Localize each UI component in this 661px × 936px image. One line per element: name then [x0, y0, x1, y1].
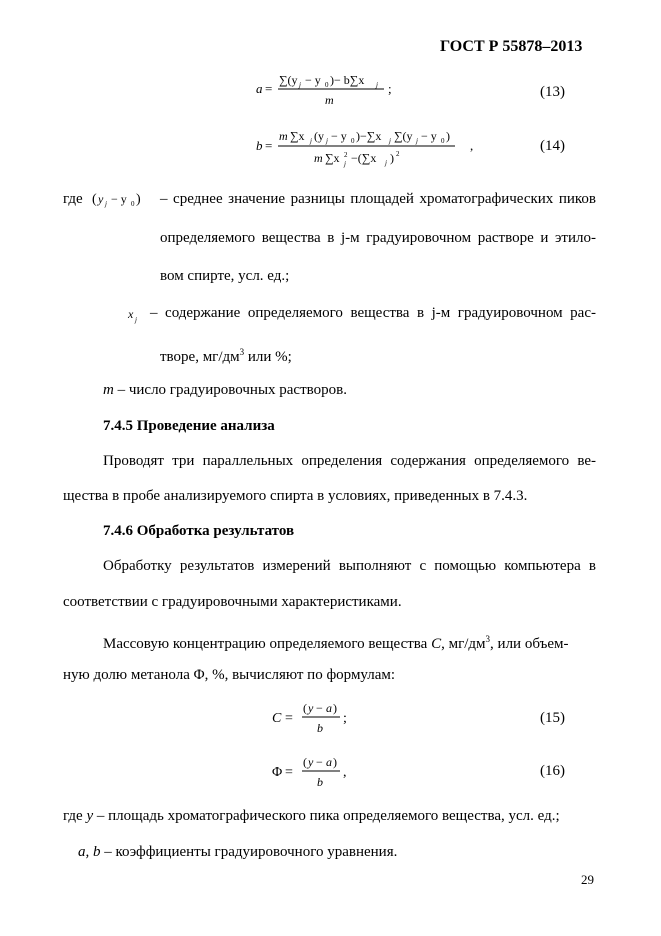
svg-text:∑x: ∑x — [325, 151, 340, 165]
symbol-ab: a, b — [78, 844, 101, 860]
svg-text:a: a — [326, 701, 332, 715]
svg-text:(y: (y — [314, 129, 324, 143]
svg-text:m: m — [314, 151, 323, 165]
svg-text:=: = — [285, 711, 293, 726]
svg-text:)− b∑x: )− b∑x — [330, 73, 365, 87]
svg-text:): ) — [333, 755, 337, 769]
svg-text:j: j — [344, 160, 346, 168]
svg-text:0: 0 — [441, 137, 445, 145]
svg-text:): ) — [333, 701, 337, 715]
svg-text:− y: − y — [421, 129, 437, 143]
svg-text:2: 2 — [396, 150, 400, 158]
svg-text:(: ( — [303, 755, 307, 769]
where-lead: где — [63, 191, 83, 207]
svg-text:0: 0 — [351, 137, 355, 145]
svg-text:j: j — [385, 159, 387, 167]
svg-text:x: x — [128, 307, 134, 321]
equation-number-13: (13) — [540, 84, 565, 100]
section-745-title: 7.4.5 Проведение анализа — [103, 418, 275, 434]
equation-16 — [270, 752, 370, 796]
svg-text:j: j — [416, 137, 418, 145]
svg-text:,: , — [470, 138, 474, 153]
svg-text:j: j — [310, 137, 312, 145]
svg-text:− y: − y — [331, 129, 347, 143]
svg-text:): ) — [390, 151, 394, 165]
svg-text:−(∑x: −(∑x — [351, 151, 377, 165]
svg-text:−: − — [316, 755, 323, 769]
svg-text:a: a — [256, 81, 263, 96]
where2-lead: где — [63, 808, 87, 824]
def-ab-text: – коэффициенты градуировочного уравнения. — [100, 844, 398, 860]
svg-text:−: − — [316, 701, 323, 715]
section-746-title: 7.4.6 Обработка результатов — [103, 523, 295, 539]
def-xj-line1: – содержание определяемого вещества в j-м градуировочном рас- — [150, 305, 596, 321]
symbol-y: y — [86, 808, 94, 824]
svg-text:− y: − y — [305, 73, 321, 87]
def-xj-line2 — [160, 343, 292, 366]
svg-text:=: = — [265, 138, 273, 153]
def-ab — [78, 843, 397, 861]
def-xj-or: или %; — [244, 349, 292, 365]
svg-text:j: j — [376, 81, 378, 89]
equation-number-16: (16) — [540, 763, 565, 779]
svg-text:m: m — [325, 93, 334, 107]
p2-symbol-c: C — [431, 636, 442, 652]
section-746-p2-line2: ную долю метанола Φ, %, вычисляют по формулам: — [63, 667, 396, 683]
svg-text:=: = — [285, 765, 293, 780]
svg-text:b: b — [317, 721, 323, 735]
def-yj-line1: – среднее значение разницы площадей хроматографических пиков — [160, 191, 596, 207]
def-xj-sup: 3 — [239, 347, 245, 357]
def-xj-units: творе, мг/дм — [160, 349, 240, 365]
section-746-p1-line1: Обработку результатов измерений выполняют с помощью компьютера в — [103, 558, 596, 574]
svg-text:∑x: ∑x — [290, 129, 305, 143]
svg-text:j: j — [326, 137, 328, 145]
svg-text:b: b — [256, 138, 263, 153]
svg-text:Φ: Φ — [272, 765, 283, 780]
def-y — [63, 807, 560, 825]
equation-14 — [250, 124, 480, 176]
def-m — [103, 381, 347, 399]
def-m-text: – число градуировочных растворов. — [113, 382, 347, 398]
def-y-text: – площадь хроматографического пика определяемого вещества, усл. ед.; — [93, 808, 560, 824]
svg-text:(: ( — [303, 701, 307, 715]
section-745-line1: Проводят три параллельных определения содержания определяемого ве- — [103, 453, 596, 469]
svg-text:∑(y: ∑(y — [279, 73, 298, 87]
svg-text:C: C — [272, 711, 282, 726]
symbol-m: m — [103, 382, 114, 398]
svg-text:=: = — [265, 81, 273, 96]
svg-text:0: 0 — [325, 81, 329, 89]
svg-text:(: ( — [92, 192, 97, 207]
svg-text:2: 2 — [344, 151, 348, 159]
page-number: 29 — [581, 872, 594, 887]
symbol-yj-minus-y0 — [92, 188, 152, 210]
p2-text-b: , мг/дм — [441, 636, 486, 652]
symbol-xj — [126, 304, 146, 326]
equation-number-14: (14) — [540, 138, 565, 154]
svg-text:j: j — [389, 137, 391, 145]
svg-text:y: y — [98, 192, 104, 206]
svg-text:j: j — [299, 81, 301, 89]
svg-text:y: y — [308, 701, 314, 715]
section-746-p2-line1 — [103, 630, 569, 653]
svg-text:0: 0 — [131, 200, 135, 208]
svg-text:;: ; — [388, 81, 392, 96]
svg-text:∑(y: ∑(y — [394, 129, 413, 143]
svg-text:;: ; — [343, 711, 347, 726]
equation-number-15: (15) — [540, 710, 565, 726]
svg-text:): ) — [136, 192, 141, 207]
svg-text:j: j — [135, 316, 137, 324]
svg-text:m: m — [279, 129, 288, 143]
p2-text-a: Массовую концентрацию определяемого вещества — [103, 636, 432, 652]
svg-text:,: , — [343, 765, 347, 780]
svg-text:): ) — [446, 129, 450, 143]
svg-text:− y: − y — [111, 192, 127, 206]
svg-text:b: b — [317, 775, 323, 789]
def-yj-line2: определяемого вещества в j-м градуировочном растворе и этило- — [160, 230, 596, 246]
equation-15 — [270, 698, 370, 742]
section-746-p1-line2: соответствии с градуировочными характеристиками. — [63, 594, 402, 610]
def-yj-line3: вом спирте, усл. ед.; — [160, 268, 290, 284]
p2-sup: 3 — [485, 634, 491, 644]
document-header: ГОСТ Р 55878–2013 — [440, 38, 583, 55]
p2-text-c: , или объем- — [490, 636, 569, 652]
svg-text:y: y — [308, 755, 314, 769]
section-745-line2: щества в пробе анализируемого спирта в условиях, приведенных в 7.4.3. — [63, 488, 528, 504]
svg-text:j: j — [105, 200, 107, 208]
svg-text:)−∑x: )−∑x — [356, 129, 382, 143]
equation-13 — [250, 66, 410, 114]
svg-text:a: a — [326, 755, 332, 769]
